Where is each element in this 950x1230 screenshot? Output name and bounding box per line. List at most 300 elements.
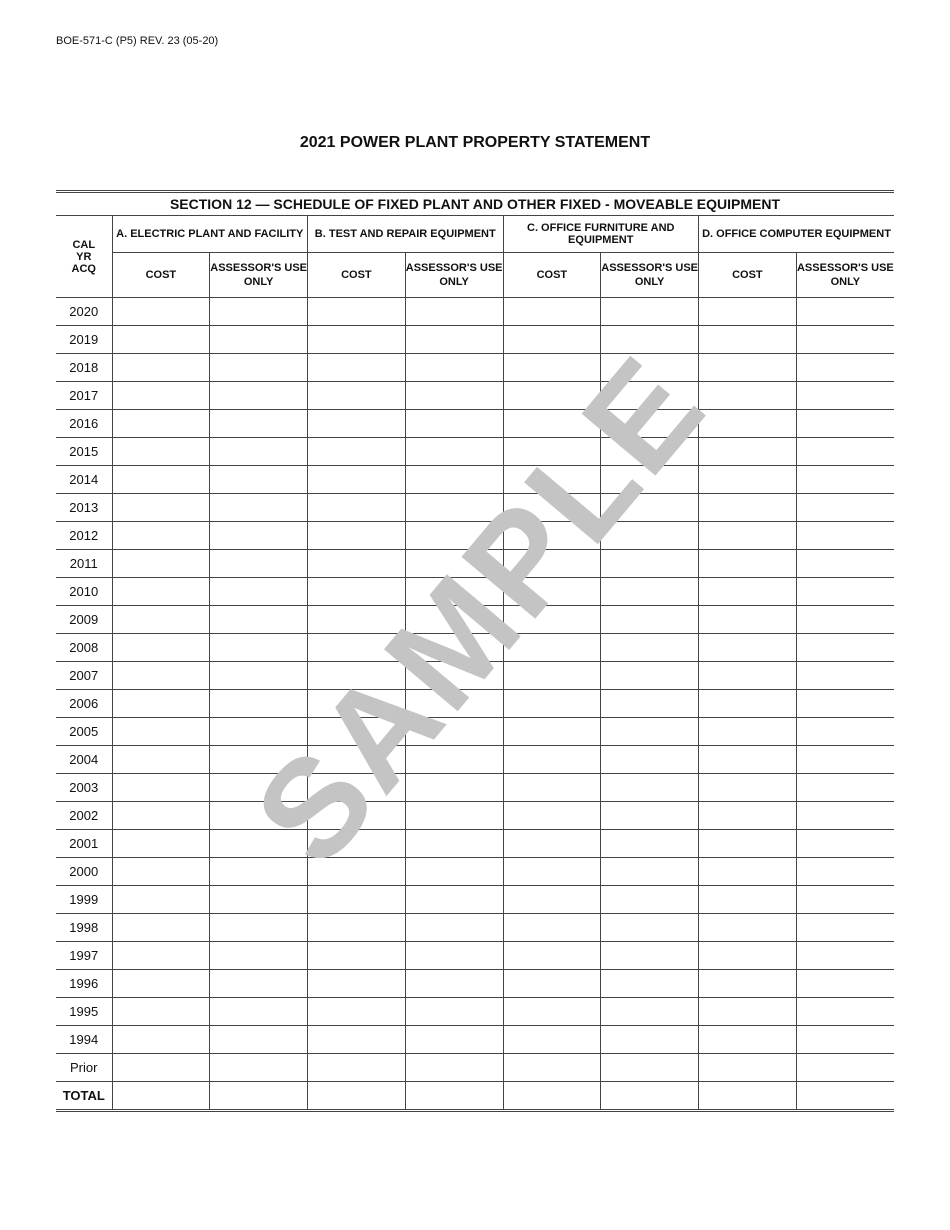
- year-cell: 1996: [56, 970, 112, 998]
- cost-cell[interactable]: [699, 774, 797, 802]
- year-cell: 2011: [56, 550, 112, 578]
- cost-cell[interactable]: [503, 522, 601, 550]
- cost-cell[interactable]: [308, 466, 406, 494]
- cost-cell[interactable]: [112, 662, 210, 690]
- assessor-use-cell: [405, 746, 503, 774]
- cost-cell[interactable]: [503, 438, 601, 466]
- cost-cell[interactable]: [112, 1054, 210, 1082]
- assessor-use-cell: [210, 774, 308, 802]
- assessor-use-cell: [405, 942, 503, 970]
- cost-cell[interactable]: [699, 1054, 797, 1082]
- section-title: SECTION 12 — SCHEDULE OF FIXED PLANT AND OTHER FIXED - MOVEABLE EQUIPMENT: [56, 192, 894, 216]
- cost-cell[interactable]: [112, 494, 210, 522]
- cost-cell[interactable]: [308, 354, 406, 382]
- year-cell: 2003: [56, 774, 112, 802]
- page-title: 2021 POWER PLANT PROPERTY STATEMENT: [299, 134, 651, 151]
- cost-cell[interactable]: [308, 886, 406, 914]
- assessor-use-cell: [210, 1026, 308, 1054]
- assessor-use-cell: [796, 914, 894, 942]
- assessor-use-cell: [405, 634, 503, 662]
- cost-cell[interactable]: [308, 410, 406, 438]
- cost-cell[interactable]: [112, 1026, 210, 1054]
- cost-cell[interactable]: [503, 858, 601, 886]
- cost-cell[interactable]: [699, 298, 797, 326]
- cost-cell[interactable]: [503, 1054, 601, 1082]
- table-body: [56, 298, 894, 1111]
- assessor-use-cell: [601, 466, 699, 494]
- cost-cell[interactable]: [308, 298, 406, 326]
- cost-cell[interactable]: [112, 410, 210, 438]
- year-cell: 1995: [56, 998, 112, 1026]
- table-row: [56, 354, 894, 382]
- assessor-use-cell: [796, 438, 894, 466]
- assessor-use-cell: [210, 326, 308, 354]
- cost-header: COST: [308, 253, 406, 298]
- assessor-use-cell: [210, 522, 308, 550]
- cost-cell[interactable]: [503, 494, 601, 522]
- assessor-use-cell: [796, 746, 894, 774]
- assessor-use-cell: [405, 690, 503, 718]
- assessor-use-cell: [601, 942, 699, 970]
- cost-cell[interactable]: [503, 970, 601, 998]
- assessor-use-cell: [601, 690, 699, 718]
- assessor-use-cell: [210, 746, 308, 774]
- assessor-use-cell: [405, 382, 503, 410]
- assessor-use-cell: [210, 1054, 308, 1082]
- assessor-use-cell: [405, 858, 503, 886]
- cost-cell[interactable]: [503, 1082, 601, 1111]
- assessor-use-cell: [796, 774, 894, 802]
- cost-cell[interactable]: [503, 998, 601, 1026]
- assessor-use-cell: [796, 382, 894, 410]
- table-row: [56, 802, 894, 830]
- year-cell: 2019: [56, 326, 112, 354]
- assessor-use-cell: [601, 438, 699, 466]
- cost-cell[interactable]: [503, 914, 601, 942]
- assessor-use-cell: [210, 1082, 308, 1111]
- assessor-use-cell: [210, 354, 308, 382]
- assessor-use-cell: [601, 858, 699, 886]
- cost-cell[interactable]: [308, 494, 406, 522]
- cost-cell[interactable]: [699, 830, 797, 858]
- year-cell: 2017: [56, 382, 112, 410]
- cost-cell[interactable]: [503, 830, 601, 858]
- cost-cell[interactable]: [112, 886, 210, 914]
- cost-cell[interactable]: [699, 718, 797, 746]
- group-a-header: A. ELECTRIC PLANT AND FACILITY: [112, 216, 308, 253]
- cost-cell[interactable]: [308, 578, 406, 606]
- assessor-use-cell: [210, 438, 308, 466]
- cost-cell[interactable]: [699, 1026, 797, 1054]
- assessor-header: ASSESSOR'S USE ONLY: [601, 253, 699, 298]
- table-row: [56, 718, 894, 746]
- cost-cell[interactable]: [308, 830, 406, 858]
- table-row: [56, 690, 894, 718]
- cost-cell[interactable]: [112, 354, 210, 382]
- year-cell: 2015: [56, 438, 112, 466]
- assessor-use-cell: [210, 802, 308, 830]
- group-b-header: B. TEST AND REPAIR EQUIPMENT: [308, 216, 504, 253]
- cost-cell[interactable]: [503, 886, 601, 914]
- group-c-header: C. OFFICE FURNITURE AND EQUIPMENT: [503, 216, 699, 253]
- cost-cell[interactable]: [503, 410, 601, 438]
- assessor-use-cell: [405, 466, 503, 494]
- assessor-use-cell: [601, 550, 699, 578]
- year-cell: 1998: [56, 914, 112, 942]
- assessor-header: ASSESSOR'S USE ONLY: [796, 253, 894, 298]
- assessor-use-cell: [601, 578, 699, 606]
- assessor-use-cell: [210, 690, 308, 718]
- cost-cell[interactable]: [699, 802, 797, 830]
- sample-watermark: SAMPLE: [224, 326, 735, 893]
- cost-cell[interactable]: [699, 662, 797, 690]
- assessor-use-cell: [601, 634, 699, 662]
- assessor-use-cell: [601, 354, 699, 382]
- table-row: [56, 634, 894, 662]
- assessor-use-cell: [210, 550, 308, 578]
- year-cell: 2020: [56, 298, 112, 326]
- year-cell: 2016: [56, 410, 112, 438]
- assessor-use-cell: [796, 718, 894, 746]
- assessor-use-cell: [796, 494, 894, 522]
- table-row: [56, 914, 894, 942]
- cost-cell[interactable]: [308, 634, 406, 662]
- year-cell: 2014: [56, 466, 112, 494]
- year-cell: 1994: [56, 1026, 112, 1054]
- assessor-use-cell: [405, 578, 503, 606]
- table-row: [56, 522, 894, 550]
- cost-cell[interactable]: [503, 466, 601, 494]
- cost-cell[interactable]: [699, 970, 797, 998]
- assessor-use-cell: [405, 1082, 503, 1111]
- year-cell: 2007: [56, 662, 112, 690]
- assessor-use-cell: [405, 970, 503, 998]
- cost-cell[interactable]: [699, 858, 797, 886]
- cost-cell[interactable]: [112, 970, 210, 998]
- cost-cell[interactable]: [308, 1054, 406, 1082]
- assessor-use-cell: [796, 1054, 894, 1082]
- table-row: [56, 886, 894, 914]
- cost-cell[interactable]: [699, 606, 797, 634]
- assessor-use-cell: [796, 466, 894, 494]
- assessor-use-cell: [796, 410, 894, 438]
- cost-cell[interactable]: [699, 382, 797, 410]
- cost-cell[interactable]: [112, 802, 210, 830]
- year-cell: 2004: [56, 746, 112, 774]
- cost-cell[interactable]: [503, 802, 601, 830]
- assessor-use-cell: [405, 774, 503, 802]
- table-row: [56, 858, 894, 886]
- cost-cell[interactable]: [308, 690, 406, 718]
- cost-cell[interactable]: [308, 550, 406, 578]
- assessor-use-cell: [601, 662, 699, 690]
- cost-cell[interactable]: [503, 326, 601, 354]
- cost-cell[interactable]: [699, 522, 797, 550]
- assessor-use-cell: [796, 998, 894, 1026]
- cost-header: COST: [112, 253, 210, 298]
- assessor-use-cell: [405, 522, 503, 550]
- schedule-table: [56, 190, 894, 1112]
- year-header-line: ACQ: [71, 262, 96, 275]
- assessor-use-cell: [796, 354, 894, 382]
- assessor-use-cell: [405, 914, 503, 942]
- assessor-use-cell: [405, 998, 503, 1026]
- assessor-use-cell: [210, 718, 308, 746]
- cost-cell[interactable]: [503, 718, 601, 746]
- year-cell: 2012: [56, 522, 112, 550]
- year-cell: 2009: [56, 606, 112, 634]
- assessor-use-cell: [601, 522, 699, 550]
- cost-cell[interactable]: [699, 942, 797, 970]
- cost-cell[interactable]: [699, 550, 797, 578]
- cost-cell[interactable]: [308, 1082, 406, 1111]
- cost-cell[interactable]: [112, 606, 210, 634]
- table-row: [56, 1026, 894, 1054]
- table-row: [56, 830, 894, 858]
- cost-cell[interactable]: [308, 718, 406, 746]
- cost-cell[interactable]: [699, 690, 797, 718]
- table-row: [56, 438, 894, 466]
- cost-cell[interactable]: [112, 858, 210, 886]
- cost-cell[interactable]: [699, 1082, 797, 1111]
- cost-cell[interactable]: [503, 550, 601, 578]
- assessor-use-cell: [210, 466, 308, 494]
- table-row: [56, 494, 894, 522]
- assessor-use-cell: [796, 522, 894, 550]
- assessor-use-cell: [601, 298, 699, 326]
- assessor-use-cell: [405, 410, 503, 438]
- assessor-use-cell: [796, 634, 894, 662]
- assessor-use-cell: [405, 662, 503, 690]
- assessor-use-cell: [405, 494, 503, 522]
- cost-cell[interactable]: [308, 522, 406, 550]
- cost-cell[interactable]: [112, 466, 210, 494]
- assessor-use-cell: [796, 690, 894, 718]
- assessor-use-cell: [405, 298, 503, 326]
- group-d-header: D. OFFICE COMPUTER EQUIPMENT: [699, 216, 895, 253]
- table-row: [56, 998, 894, 1026]
- form-id: BOE-571-C (P5) REV. 23 (05-20): [56, 35, 219, 47]
- assessor-use-cell: [601, 774, 699, 802]
- table-row: [56, 466, 894, 494]
- cost-cell[interactable]: [503, 774, 601, 802]
- cost-cell[interactable]: [699, 914, 797, 942]
- cost-cell[interactable]: [699, 466, 797, 494]
- assessor-use-cell: [601, 830, 699, 858]
- table-row: [56, 662, 894, 690]
- year-cell: 2018: [56, 354, 112, 382]
- cost-cell[interactable]: [503, 634, 601, 662]
- cost-cell[interactable]: [112, 550, 210, 578]
- assessor-use-cell: [405, 886, 503, 914]
- cost-cell[interactable]: [112, 914, 210, 942]
- assessor-use-cell: [796, 1082, 894, 1111]
- assessor-use-cell: [210, 634, 308, 662]
- assessor-use-cell: [601, 970, 699, 998]
- assessor-use-cell: [796, 858, 894, 886]
- cost-cell[interactable]: [699, 354, 797, 382]
- assessor-use-cell: [796, 298, 894, 326]
- cost-cell[interactable]: [308, 774, 406, 802]
- cost-cell[interactable]: [699, 998, 797, 1026]
- year-cell: 2001: [56, 830, 112, 858]
- cost-cell[interactable]: [699, 746, 797, 774]
- year-cell: 1999: [56, 886, 112, 914]
- cost-cell[interactable]: [699, 494, 797, 522]
- cost-cell[interactable]: [112, 690, 210, 718]
- assessor-use-cell: [601, 914, 699, 942]
- cost-cell[interactable]: [308, 382, 406, 410]
- cost-cell[interactable]: [308, 970, 406, 998]
- assessor-use-cell: [601, 1054, 699, 1082]
- cost-cell[interactable]: [503, 578, 601, 606]
- table-row: [56, 550, 894, 578]
- assessor-use-cell: [405, 550, 503, 578]
- cost-cell[interactable]: [308, 914, 406, 942]
- assessor-use-cell: [601, 746, 699, 774]
- year-cell: 1997: [56, 942, 112, 970]
- cost-cell[interactable]: [112, 438, 210, 466]
- cost-cell[interactable]: [503, 354, 601, 382]
- assessor-use-cell: [796, 802, 894, 830]
- cost-cell[interactable]: [308, 1026, 406, 1054]
- cost-cell[interactable]: [308, 746, 406, 774]
- year-cell: 2008: [56, 634, 112, 662]
- table-row: [56, 1054, 894, 1082]
- table-row: [56, 578, 894, 606]
- cost-cell[interactable]: [112, 298, 210, 326]
- cost-cell[interactable]: [503, 298, 601, 326]
- table-row: [56, 970, 894, 998]
- cost-cell[interactable]: [112, 522, 210, 550]
- assessor-use-cell: [210, 942, 308, 970]
- assessor-use-cell: [210, 830, 308, 858]
- cost-cell[interactable]: [503, 382, 601, 410]
- year-cell: TOTAL: [56, 1082, 112, 1111]
- cost-cell[interactable]: [308, 942, 406, 970]
- assessor-use-cell: [405, 1026, 503, 1054]
- cost-cell[interactable]: [112, 718, 210, 746]
- year-header-line: CAL: [72, 238, 96, 251]
- assessor-use-cell: [796, 606, 894, 634]
- assessor-use-cell: [601, 1082, 699, 1111]
- cost-cell[interactable]: [112, 998, 210, 1026]
- assessor-use-cell: [210, 970, 308, 998]
- cost-cell[interactable]: [112, 746, 210, 774]
- cost-cell[interactable]: [699, 410, 797, 438]
- assessor-use-cell: [796, 970, 894, 998]
- cost-cell[interactable]: [112, 942, 210, 970]
- cost-cell[interactable]: [308, 858, 406, 886]
- cost-cell[interactable]: [112, 578, 210, 606]
- year-cell: 2002: [56, 802, 112, 830]
- table-row: [56, 774, 894, 802]
- cost-cell[interactable]: [503, 606, 601, 634]
- assessor-use-cell: [210, 494, 308, 522]
- assessor-use-cell: [601, 886, 699, 914]
- table-row: [56, 298, 894, 326]
- assessor-use-cell: [601, 326, 699, 354]
- assessor-use-cell: [210, 298, 308, 326]
- assessor-use-cell: [796, 942, 894, 970]
- assessor-use-cell: [601, 606, 699, 634]
- assessor-use-cell: [405, 802, 503, 830]
- table-row: [56, 326, 894, 354]
- assessor-use-cell: [601, 494, 699, 522]
- assessor-use-cell: [796, 886, 894, 914]
- cost-cell[interactable]: [308, 662, 406, 690]
- cost-cell[interactable]: [308, 606, 406, 634]
- cost-cell[interactable]: [112, 830, 210, 858]
- cost-cell[interactable]: [308, 438, 406, 466]
- cost-cell[interactable]: [112, 634, 210, 662]
- cost-cell[interactable]: [308, 802, 406, 830]
- cost-cell[interactable]: [112, 1082, 210, 1111]
- assessor-use-cell: [601, 998, 699, 1026]
- cost-cell[interactable]: [503, 690, 601, 718]
- assessor-use-cell: [405, 326, 503, 354]
- year-cell: 2010: [56, 578, 112, 606]
- assessor-use-cell: [796, 326, 894, 354]
- cost-cell[interactable]: [699, 438, 797, 466]
- cost-cell[interactable]: [503, 662, 601, 690]
- year-cell: 2005: [56, 718, 112, 746]
- assessor-use-cell: [210, 410, 308, 438]
- table-row: [56, 410, 894, 438]
- assessor-use-cell: [796, 1026, 894, 1054]
- assessor-use-cell: [405, 1054, 503, 1082]
- table-row: [56, 746, 894, 774]
- total-row: [56, 1082, 894, 1111]
- cost-cell[interactable]: [699, 326, 797, 354]
- assessor-use-cell: [210, 382, 308, 410]
- assessor-use-cell: [796, 830, 894, 858]
- cost-cell[interactable]: [503, 746, 601, 774]
- year-cell: 2006: [56, 690, 112, 718]
- year-header-line: YR: [76, 250, 92, 263]
- cost-header: COST: [503, 253, 601, 298]
- assessor-use-cell: [405, 718, 503, 746]
- assessor-use-cell: [210, 578, 308, 606]
- year-column-header: [56, 216, 112, 298]
- assessor-use-cell: [601, 802, 699, 830]
- cost-cell[interactable]: [308, 326, 406, 354]
- cost-cell[interactable]: [503, 942, 601, 970]
- cost-cell[interactable]: [699, 886, 797, 914]
- assessor-use-cell: [601, 410, 699, 438]
- cost-cell[interactable]: [699, 578, 797, 606]
- cost-cell[interactable]: [503, 1026, 601, 1054]
- assessor-use-cell: [796, 550, 894, 578]
- cost-cell[interactable]: [699, 634, 797, 662]
- table-row: [56, 606, 894, 634]
- cost-header: COST: [699, 253, 797, 298]
- assessor-use-cell: [601, 382, 699, 410]
- assessor-use-cell: [601, 1026, 699, 1054]
- assessor-use-cell: [796, 578, 894, 606]
- assessor-header: ASSESSOR'S USE ONLY: [405, 253, 503, 298]
- cost-cell[interactable]: [112, 326, 210, 354]
- assessor-use-cell: [405, 354, 503, 382]
- assessor-header: ASSESSOR'S USE ONLY: [210, 253, 308, 298]
- assessor-use-cell: [601, 718, 699, 746]
- table-row: [56, 942, 894, 970]
- assessor-use-cell: [210, 886, 308, 914]
- assessor-use-cell: [405, 606, 503, 634]
- cost-cell[interactable]: [308, 998, 406, 1026]
- cost-cell[interactable]: [112, 382, 210, 410]
- cost-cell[interactable]: [112, 774, 210, 802]
